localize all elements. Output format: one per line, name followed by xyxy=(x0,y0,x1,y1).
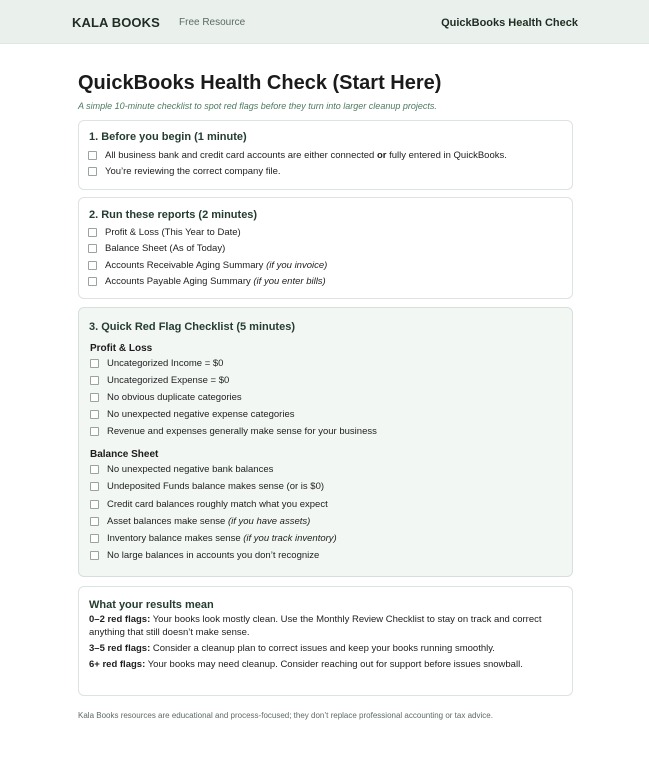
section-results-meaning xyxy=(78,586,573,696)
checkbox[interactable] xyxy=(90,500,99,509)
checkbox[interactable] xyxy=(90,465,99,474)
checkbox[interactable] xyxy=(88,277,97,286)
checkbox[interactable] xyxy=(88,151,97,160)
checkbox[interactable] xyxy=(90,534,99,543)
section-red-flag-checklist: 3. Quick Red Flag Checklist (5 minutes) Profit & Loss Uncategorized Income = $0 Uncategorized Expense = $0 No obvious duplicate categories No unexpected negative expense categories Revenue and expenses generally make sense for your business Balance Sheet No unexpected negative bank balances Undeposited Funds balance makes sense (or is $0) Credit card balances roughly match what you expect Asset balances make sense (if you have assets) Inventory balance makes sense (if you track inventory) No large balances in accounts you don’t recognize xyxy=(78,307,573,577)
resource-tag: Free Resource xyxy=(179,17,246,28)
section-title: 2. Run these reports (2 minutes) xyxy=(89,209,258,221)
footer-disclaimer: Kala Books resources are educational and process-focused; they don’t replace professional accounting or tax advice. xyxy=(78,711,493,720)
result-6-plus: 6+ red flags: Your books may need cleanup. Consider reaching out for support before issues snowball. xyxy=(89,659,523,670)
page-title: QuickBooks Health Check (Start Here) xyxy=(78,72,442,94)
profit-loss-heading: Profit & Loss xyxy=(90,343,153,354)
result-3-5: 3–5 red flags: Consider a cleanup plan to correct issues and keep your books running smoothly. xyxy=(89,643,495,654)
section-title: 1. Before you begin (1 minute) xyxy=(89,131,247,143)
checkbox[interactable] xyxy=(90,427,99,436)
result-0-2: 0–2 red flags: Your books look mostly clean. Use the Monthly Review Checklist to stay on track and correct anything that still doesn’t make sense. xyxy=(89,614,542,638)
checkbox[interactable] xyxy=(88,261,97,270)
section-run-reports: 2. Run these reports (2 minutes) Profit & Loss (This Year to Date) Balance Sheet (As of Today) Accounts Receivable Aging Summary (if you invoice) Accounts Payable Aging Summary (if you enter bills) xyxy=(78,197,573,299)
section-before-you-begin: 1. Before you begin (1 minute) All business bank and credit card accounts are either connected or fully entered in QuickBooks. You’re reviewing the correct company file. xyxy=(78,120,573,190)
checkbox[interactable] xyxy=(90,410,99,419)
section-title: 3. Quick Red Flag Checklist (5 minutes) xyxy=(89,321,295,333)
header-doc-title: QuickBooks Health Check xyxy=(441,17,578,29)
checkbox[interactable] xyxy=(90,551,99,560)
checkbox[interactable] xyxy=(88,228,97,237)
checkbox[interactable] xyxy=(90,359,99,368)
checkbox[interactable] xyxy=(90,376,99,385)
checkbox[interactable] xyxy=(88,167,97,176)
top-bar xyxy=(0,0,649,44)
page-subtitle: A simple 10-minute checklist to spot red flags before they turn into larger cleanup projects. xyxy=(78,101,437,111)
checkbox[interactable] xyxy=(88,244,97,253)
checkbox[interactable] xyxy=(90,517,99,526)
balance-sheet-heading: Balance Sheet xyxy=(90,449,159,460)
results-title: What your results mean xyxy=(89,599,214,611)
brand-name: KALA BOOKS xyxy=(72,15,160,30)
checkbox[interactable] xyxy=(90,482,99,491)
checkbox[interactable] xyxy=(90,393,99,402)
